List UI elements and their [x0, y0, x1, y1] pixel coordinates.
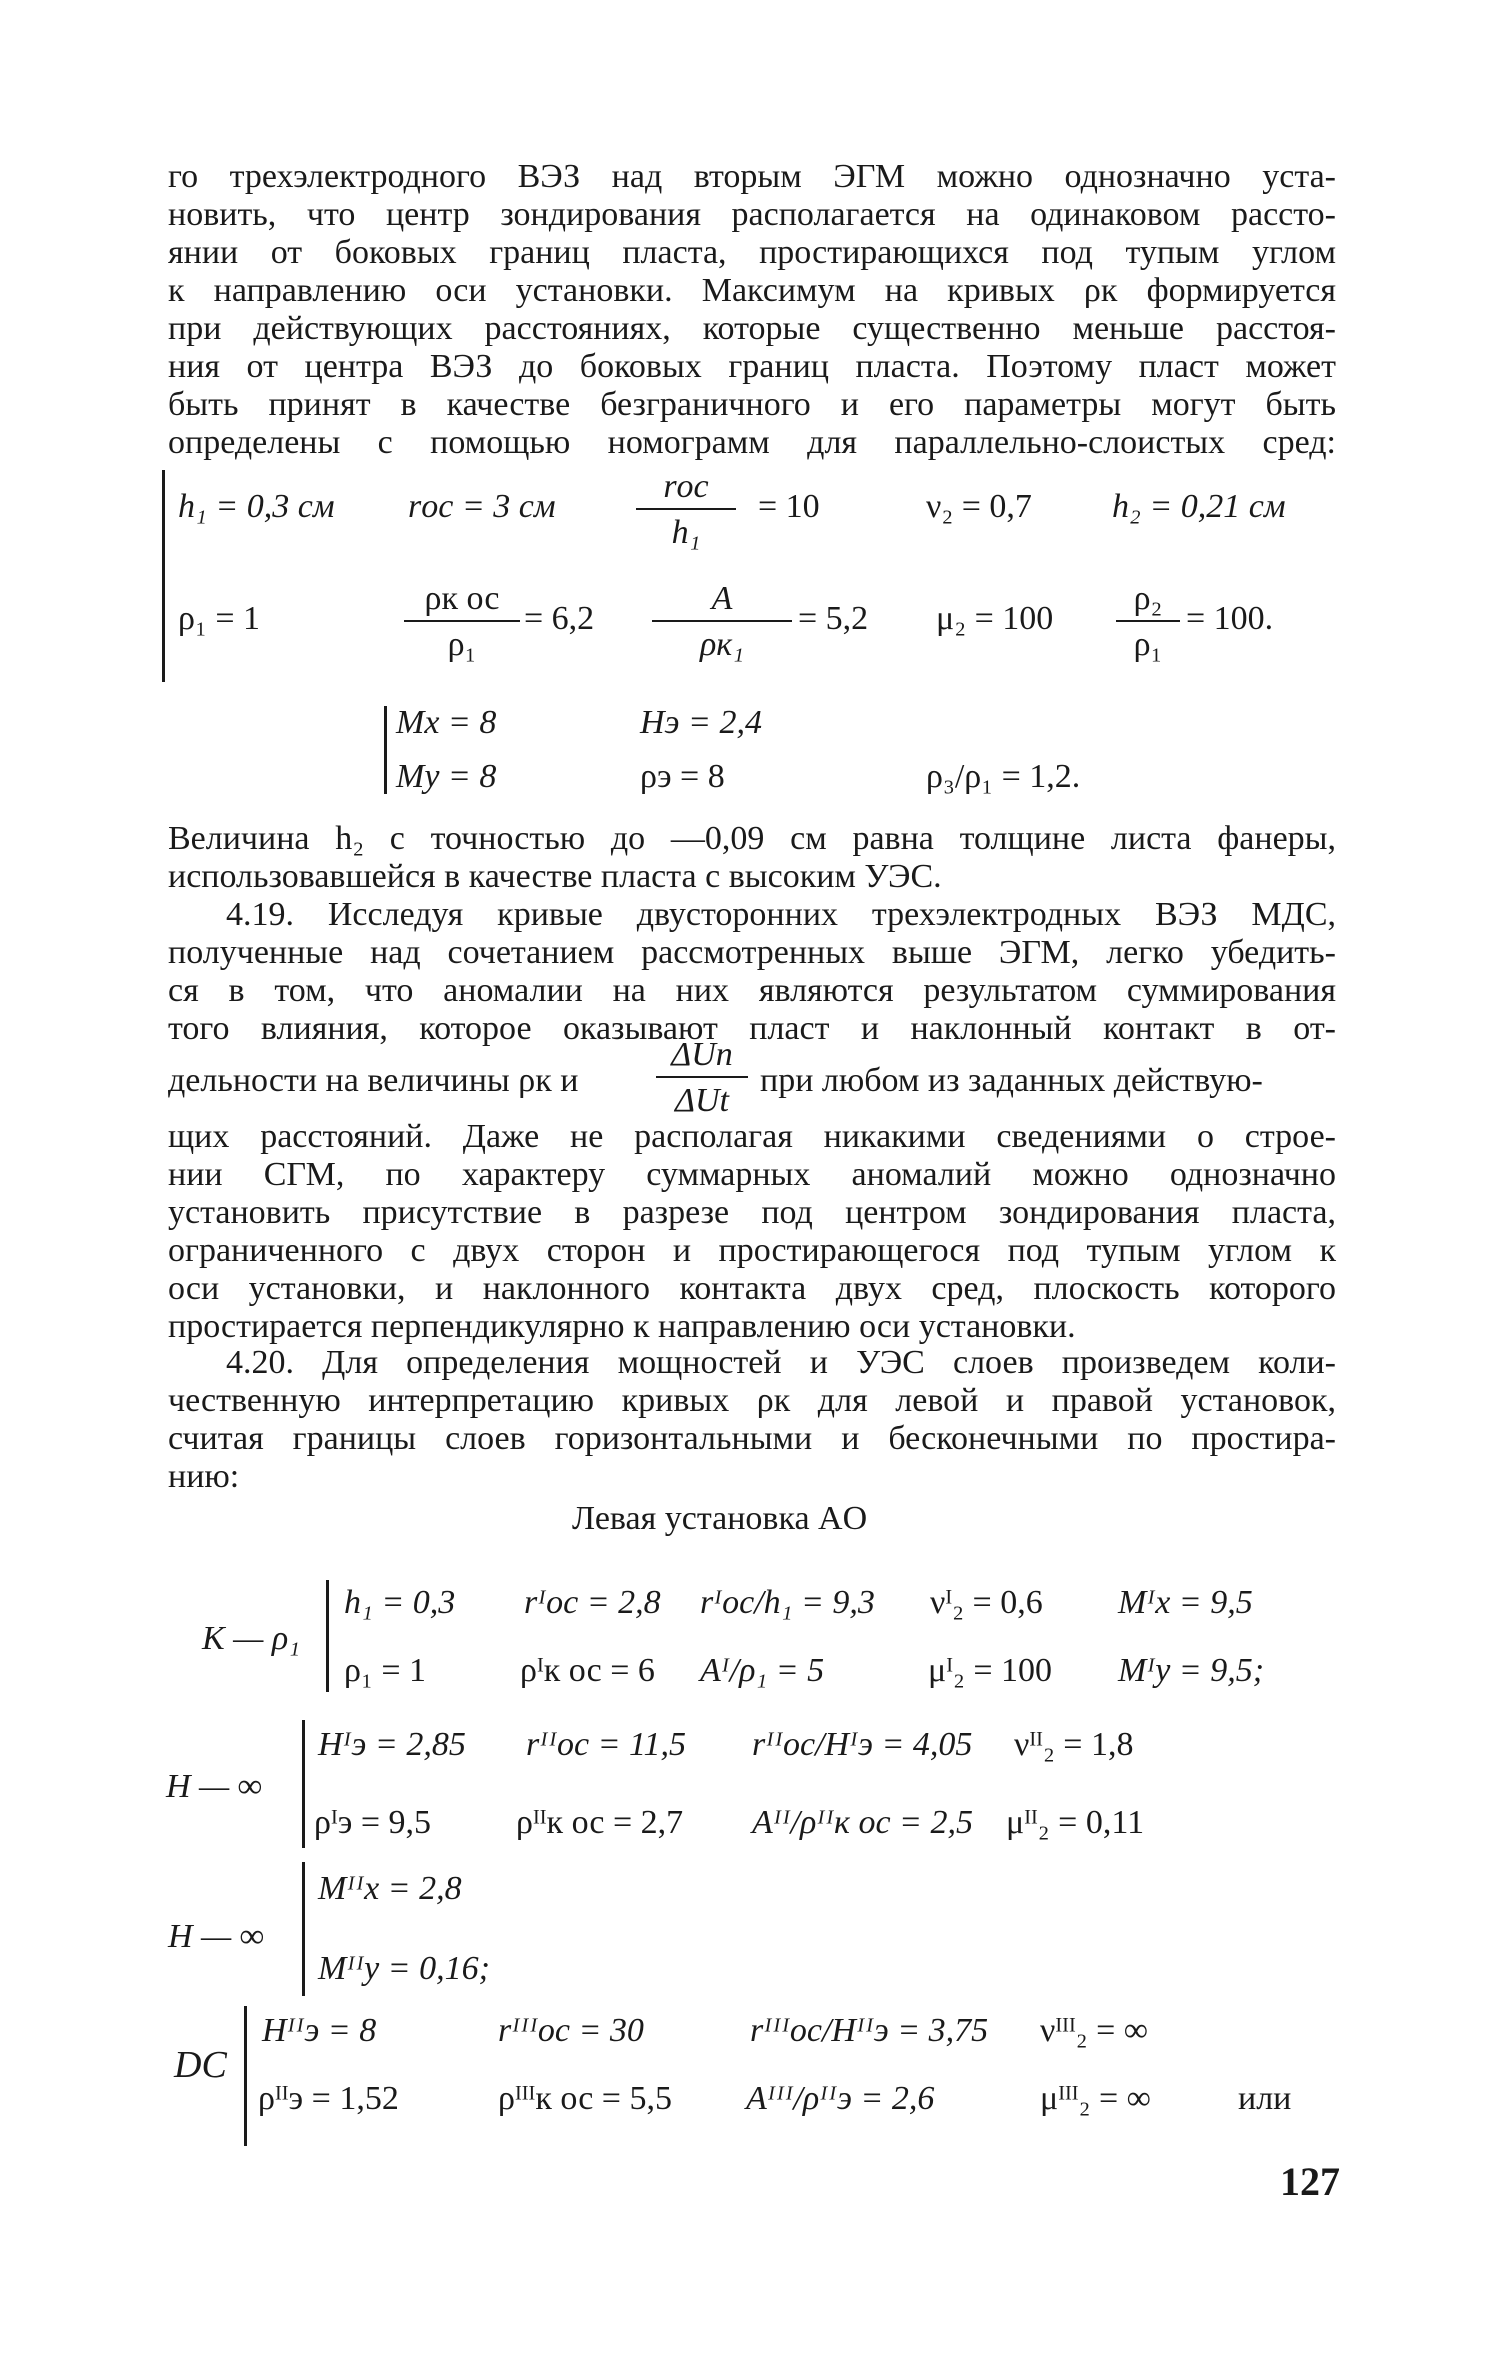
eq-my: My = 8 — [396, 758, 497, 795]
eq-item: ρᴵᴵк ос = 2,7 — [516, 1804, 684, 1841]
eq-item: Mᴵx = 9,5 — [1118, 1584, 1253, 1621]
text-line: определены с помощью номограмм для параллельно-слоистых сред: — [168, 424, 1336, 461]
eq-item: Mᴵᴵx = 2,8 — [318, 1870, 462, 1907]
text-line: ния от центра ВЭЗ до боковых границ пласта. Поэтому пласт может — [168, 348, 1336, 385]
eq-value: = 10 — [758, 488, 820, 525]
brace-bar — [326, 1580, 329, 1692]
eq-item: rᴵᴵᴵос = 30 — [498, 2012, 644, 2049]
eq-item: νᴵᴵ₂ = 1,8 — [1014, 1726, 1134, 1763]
eq-value: = 6,2 — [524, 600, 595, 637]
eq-item: Mᴵᴵy = 0,16; — [318, 1950, 490, 1987]
paragraph-4-19-cont — [168, 1118, 1336, 1346]
eq-item: Aᴵᴵᴵ/ρᴵᴵэ = 2,6 — [746, 2080, 935, 2117]
fraction-rho2-rho1 — [1116, 580, 1180, 664]
eq-item: ρ₁ = 1 — [344, 1652, 426, 1689]
text-line: к направлению оси установки. Максимум на кривых ρк формируется — [168, 272, 1336, 309]
text-line: ся в том, что аномалии на них являются результатом суммирования — [168, 972, 1336, 1009]
brace-bar — [302, 1862, 305, 1996]
fraction-delta-u — [656, 1036, 748, 1120]
eq-label: DC — [174, 2044, 227, 2086]
text-line: при любом из заданных действую- — [760, 1062, 1263, 1099]
paragraph-1 — [168, 158, 1336, 462]
eq-mu2: μ₂ = 100 — [936, 600, 1054, 637]
eq-item: Hᴵᴵэ = 8 — [262, 2012, 377, 2049]
eq-item: Mᴵy = 9,5; — [1118, 1652, 1265, 1689]
text-line: при действующих расстояниях, которые существенно меньше расстоя- — [168, 310, 1336, 347]
text-line: Величина h₂ с точностью до —0,09 см равна толщине листа фанеры, — [168, 820, 1336, 857]
fraction-denominator: ρ₁ — [1133, 626, 1163, 663]
text-line: нию: — [168, 1458, 240, 1495]
text-line: считая границы слоев горизонтальными и бесконечными по простира- — [168, 1420, 1336, 1457]
eq-roc: rос = 3 см — [408, 488, 556, 525]
text-line: щих расстояний. Даже не располагая никакими сведениями о строе- — [168, 1118, 1336, 1155]
fraction-numerator: ΔUn — [656, 1036, 748, 1078]
fraction-numerator: ρк ос — [404, 580, 520, 622]
text-line: 4.19. Исследуя кривые двусторонних трехэлектродных ВЭЗ МДС, — [226, 896, 1336, 933]
text-line: чественную интерпретацию кривых ρк для левой и правой установок, — [168, 1382, 1336, 1419]
text-line: того влияния, которое оказывают пласт и наклонный контакт в от- — [168, 1010, 1336, 1047]
eq-h1: h₁ = 0,3 см — [178, 488, 335, 525]
eq-item: Hᴵэ = 2,85 — [318, 1726, 466, 1763]
fraction-denominator: ρк₁ — [699, 626, 745, 663]
paragraph-4-20 — [168, 1344, 1336, 1496]
brace-bar — [302, 1720, 305, 1848]
text-line: простирается перпендикулярно к направлению оси установки. — [168, 1308, 1076, 1345]
text-line: дельности на величины ρк и — [168, 1062, 579, 1099]
text-line: новить, что центр зондирования располагается на одинаковом рассто- — [168, 196, 1336, 233]
eq-v2: ν₂ = 0,7 — [926, 488, 1032, 525]
eq-item: или — [1238, 2080, 1292, 2117]
text-line: 4.20. Для определения мощностей и УЭС слоев произведем коли- — [226, 1344, 1336, 1381]
section-caption: Левая установка AO — [572, 1500, 868, 1537]
paragraph-4-19 — [168, 896, 1336, 1048]
eq-item: νᴵ₂ = 0,6 — [930, 1584, 1043, 1621]
eq-label: K — ρ₁ — [202, 1620, 301, 1657]
eq-item: Aᴵᴵ/ρᴵᴵк ос = 2,5 — [752, 1804, 973, 1841]
fraction-a-rhok — [652, 580, 792, 664]
fraction-rhok-rho1 — [404, 580, 520, 664]
eq-item: Aᴵ/ρ₁ = 5 — [700, 1652, 825, 1689]
eq-item: h₁ = 0,3 — [344, 1584, 456, 1621]
fraction-roc-h1 — [636, 468, 736, 552]
eq-item: ρᴵᴵэ = 1,52 — [258, 2080, 399, 2117]
eq-item: νᴵᴵᴵ₂ = ∞ — [1040, 2012, 1149, 2049]
eq-item: rᴵᴵᴵос/Hᴵᴵэ = 3,75 — [750, 2012, 989, 2049]
text-line: быть принят в качестве безграничного и его параметры могут быть — [168, 386, 1336, 423]
eq-item: μᴵᴵ₂ = 0,11 — [1006, 1804, 1145, 1841]
fraction-denominator: ΔUt — [675, 1082, 729, 1119]
eq-rho1: ρ₁ = 1 — [178, 600, 260, 637]
fraction-denominator: ρ₁ — [447, 626, 477, 663]
brace-bar — [162, 470, 165, 682]
fraction-numerator: ρ₂ — [1116, 580, 1180, 622]
paragraph-2 — [168, 820, 1336, 896]
eq-mx: Mx = 8 — [396, 704, 497, 741]
text-line: установить присутствие в разрезе под центром зондирования пласта, — [168, 1194, 1336, 1231]
text-line: полученные над сочетанием рассмотренных выше ЭГМ, легко убедить- — [168, 934, 1336, 971]
eq-item: rᴵᴵос = 11,5 — [526, 1726, 687, 1763]
text-line: нии СГМ, по характеру суммарных аномалий можно однозначно — [168, 1156, 1336, 1193]
page-number: 127 — [1280, 2159, 1340, 2204]
eq-he: Hэ = 2,4 — [640, 704, 762, 741]
eq-rhoe: ρэ = 8 — [640, 758, 725, 795]
eq-item: μᴵᴵᴵ₂ = ∞ — [1040, 2080, 1151, 2117]
eq-item: rᴵᴵос/Hᴵэ = 4,05 — [752, 1726, 973, 1763]
text-line: янии от боковых границ пласта, простирающихся под тупым углом — [168, 234, 1336, 271]
eq-label: H — ∞ — [168, 1918, 265, 1955]
brace-bar — [384, 706, 387, 794]
text-line: оси установки, и наклонного контакта двух сред, плоскость которого — [168, 1270, 1336, 1307]
eq-label: H — ∞ — [166, 1768, 263, 1805]
eq-item: μᴵ₂ = 100 — [928, 1652, 1053, 1689]
eq-item: rᴵос = 2,8 — [524, 1584, 661, 1621]
text-line: ограниченного с двух сторон и простирающегося под тупым углом к — [168, 1232, 1336, 1269]
eq-h2: h₂ = 0,21 см — [1112, 488, 1286, 525]
text-line: го трехэлектродного ВЭЗ над вторым ЭГМ можно однозначно уста- — [168, 158, 1336, 195]
eq-item: rᴵос/h₁ = 9,3 — [700, 1584, 875, 1621]
brace-bar — [244, 2006, 247, 2146]
eq-item: ρᴵк ос = 6 — [520, 1652, 655, 1689]
fraction-numerator: A — [652, 580, 792, 622]
eq-item: ρᴵэ = 9,5 — [314, 1804, 432, 1841]
eq-value: = 5,2 — [798, 600, 869, 637]
eq-item: ρᴵᴵᴵк ос = 5,5 — [498, 2080, 672, 2117]
fraction-denominator: h₁ — [671, 514, 701, 551]
eq-rho3: ρ₃/ρ₁ = 1,2. — [926, 758, 1081, 795]
eq-value: = 100. — [1186, 600, 1274, 637]
text-line: использовавшейся в качестве пласта с высоким УЭС. — [168, 858, 942, 895]
fraction-numerator: rос — [636, 468, 736, 510]
